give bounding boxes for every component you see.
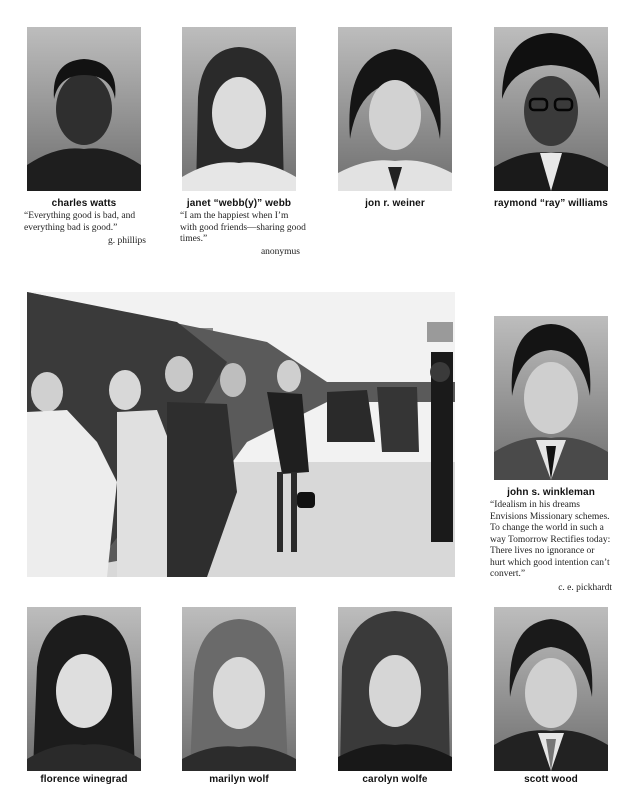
student-name: charles watts (51, 198, 117, 209)
portrait-florence-winegrad (27, 607, 141, 771)
portrait-carolyn-wolfe (338, 607, 452, 771)
student-name: janet “webb(y)” webb (186, 198, 292, 209)
quote-attribution: c. e. pickhardt (558, 583, 612, 593)
student-name: scott wood (524, 774, 578, 785)
student-name: carolyn wolfe (362, 774, 428, 785)
student-name: marilyn wolf (209, 774, 269, 785)
portrait-scott-wood (494, 607, 608, 771)
portrait-raymond-williams (494, 27, 608, 191)
quote-attribution: anonymus (260, 247, 300, 257)
portrait-janet-webb (182, 27, 296, 191)
student-name: raymond “ray” williams (494, 198, 608, 209)
student-quote: “Everything good is bad, and everything bad is good.” (24, 211, 136, 233)
student-name: florence winegrad (40, 774, 128, 785)
student-name: john s. winkleman (507, 487, 595, 498)
quote-attribution: g. phillips (107, 236, 146, 246)
group-candid-photo (27, 292, 455, 577)
portrait-jon-weiner (338, 27, 452, 191)
student-name: jon r. weiner (365, 198, 425, 209)
portrait-john-winkleman (494, 316, 608, 480)
student-quote: “I am the happiest when I’m with good friends—sharing good times.” (180, 211, 306, 244)
portrait-charles-watts (27, 27, 141, 191)
portrait-marilyn-wolf (182, 607, 296, 771)
student-quote: “Idealism in his dreams Envisions Missionary schemes. To change the world in such a way Tomorrow Rectifies today: There lives no ignorance or hurt which good intention can’t convert.” (490, 500, 611, 579)
